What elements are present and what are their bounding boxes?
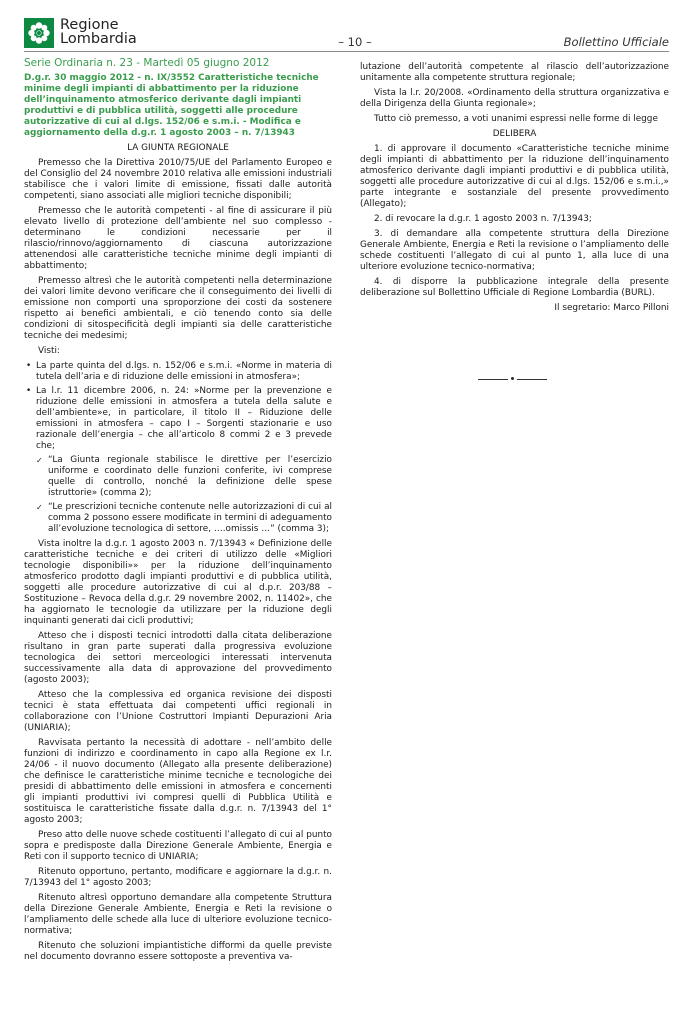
decree-title: D.g.r. 30 maggio 2012 - n. IX/3552 Caratteristiche tecniche minime degli impianti di abbattimento per la riduzione dell’inquinamento atmosferico derivante dagli impianti produttivi e di pubblica utilità, soggetti alle procedure autorizzative di cui al d.lgs. 152/06 e s.m.i. - Modifica e aggiornamento della d.g.r. 1 agosto 2003 – n. 7/13943 <box>24 73 319 138</box>
logo-line-2: Lombardia <box>60 31 137 47</box>
page-number: – 10 – <box>338 35 372 49</box>
paragraph: Vista la l.r. 20/2008. «Ordinamento della struttura organizzativa e della Dirigenza della Giunta regionale»; <box>360 88 669 109</box>
signature: Il segretario: Marco Pilloni <box>554 303 669 313</box>
delibera-heading: DELIBERA <box>492 129 537 139</box>
left-column <box>24 73 332 967</box>
lombardia-rose-icon <box>24 18 54 48</box>
logo-line-1: Regione <box>60 17 119 33</box>
series-line: Serie Ordinaria n. 23 - Martedì 05 giugno 2012 <box>24 57 270 69</box>
list-item: ✓ “La Giunta regionale stabilisce le direttive per l’esercizio uniforme e coordinato delle funzioni conferite, ivi comprese quelle di controllo, nonché la definizione delle spese istruttorie» (comma 2); <box>36 455 332 499</box>
paragraph: Ravvisata pertanto la necessità di adottare - nell’ambito delle funzioni di indirizzo e coordinamento in capo alla Regione ex l.r. 24/06 - il nuovo documento (Allegato alla presente deliberazione) che definisce le caratteristiche minime tecniche e tecnologiche dei presidi di abbattimento delle emissioni in atmosfera e concernenti gli impianti produttivi ivi compresi quelli di Pubblica Utilità e sostituisca le caratteristiche fissate dalla d.g.r. n. 7/13943 del 1° agosto 2003; <box>24 738 332 825</box>
paragraph: Premesso altresì che le autorità competenti nella determinazione dei valori limite devono verificare che il conseguimento dei livelli di emissione non comporti una sproporzione dei costi da sostenere rispetto ai benefici ambientali, e ciò tenendo conto sia delle condizioni di sitospecificità degli impianti sia delle caratteristiche tecniche dei medesimi; <box>24 276 332 341</box>
separator-line <box>517 379 547 380</box>
paragraph: Atteso che la complessiva ed organica revisione dei disposti tecnici è stata effettuata dai competenti uffici regionali in collaborazione con l’Unione Costruttori Impianti Depurazioni Aria (UNIARIA); <box>24 690 332 733</box>
paragraph: Vista inoltre la d.g.r. 1 agosto 2003 n. 7/13943 « Definizione delle caratteristiche tecniche e dei criteri di utilizzo delle «Migliori tecnologie disponibili»» per la riduzione dell’inquinamento atmosferico prodotto dagli impianti produttivi e di pubblica utilità, soggetti alle procedure autorizzative di cui al d.p.r. 203/88 – Sostituzione – Revoca della d.g.r. 29 novembre 2002, n. 11402», che ha aggiornato le tecnologie da utilizzare per la riduzione degli inquinanti generati dai cicli produttivi; <box>24 539 332 626</box>
list-item: ✓ “Le prescrizioni tecniche contenute nelle autorizzazioni di cui al comma 2 possono essere modificate in termini di adeguamento all’evoluzione tecnologica di settore, ….omissis …” (comma 3); <box>36 502 332 535</box>
header-divider <box>24 51 669 52</box>
section-separator <box>478 376 548 382</box>
right-column <box>360 62 669 318</box>
visti-label: Visti: <box>38 346 60 356</box>
visti-list <box>24 361 332 452</box>
resolution-item: 1. di approvare il documento «Caratteristiche tecniche minime degli impianti di abbattimento per la riduzione dell’inquinamento atmosferico derivante dagli impianti produttivi e di pubblica utilità, soggetti alle procedure autorizzative di cui al d.lgs. 152/06 e s.m.i.,» parte integrante e sostanziale del presente provvedimento (Allegato); <box>360 144 669 209</box>
separator-line <box>478 379 508 380</box>
paragraph: Premesso che le autorità competenti - al fine di assicurare il più elevato livello di protezione dell’ambiente nel suo complesso - determinano le condizioni necessarie per il rilascio/rinnovo/aggiornamento di ciascuna autorizzazione attenendosi alle caratteristiche tecniche minime degli impianti di abbattimento; <box>24 206 332 271</box>
resolution-item: 2. di revocare la d.g.r. 1 agosto 2003 n. 7/13943; <box>374 214 592 224</box>
bulletin-title: Bollettino Ufficiale <box>563 35 669 49</box>
page-header <box>0 0 693 62</box>
paragraph: Ritenuto altresì opportuno demandare alla competente Struttura della Direzione Generale Ambiente, Energia e Reti la revisione o l’ampliamento delle schede alla luce di ulteriore evoluzione tecnico-normativa; <box>24 893 332 936</box>
giunta-heading: LA GIUNTA REGIONALE <box>127 143 229 153</box>
paragraph: lutazione dell’autorità competente al rilascio dell’autorizzazione unitamente alla competente struttura regionale; <box>360 62 669 83</box>
paragraph: Atteso che i disposti tecnici introdotti dalla citata deliberazione risultano in gran parte superati dalla progressiva evoluzione tecnologica dei settori merceologici interessati intervenuta successivamente alla data di approvazione del provvedimento (agosto 2003); <box>24 631 332 685</box>
paragraph: Preso atto delle nuove schede costituenti l’allegato di cui al punto sopra e predisposte dalla Direzione Generale Ambiente, Energia e Reti con il supporto tecnico di UNIARIA; <box>24 830 332 862</box>
resolution-item: 4. di disporre la pubblicazione integrale della presente deliberazione sul Bollettino Ufficiale di Regione Lombardia (BURL). <box>360 277 669 298</box>
resolution-item: 3. di demandare alla competente struttura della Direzione Generale Ambiente, Energia e Reti la revisione o l’ampliamento delle schede costituenti l’allegato di cui al punto 1, alla luce di una ulteriore evoluzione tecnico-normativa; <box>360 229 669 272</box>
separator-dot <box>511 377 514 380</box>
paragraph: Ritenuto che soluzioni impiantistiche difformi da quelle previste nel documento dovranno essere sottoposte a preventiva va- <box>24 941 332 962</box>
comma-list <box>24 455 332 535</box>
paragraph: Tutto ciò premesso, a voti unanimi espressi nelle forme di legge <box>374 114 658 124</box>
paragraph: Ritenuto opportuno, pertanto, modificare e aggiornare la d.g.r. n. 7/13943 del 1° agosto 2003; <box>24 867 332 888</box>
list-item: • La parte quinta del d.lgs. n. 152/06 e s.m.i. «Norme in materia di tutela dell’aria e di riduzione delle emissioni in atmosfera»; <box>24 361 332 383</box>
paragraph: Premesso che la Direttiva 2010/75/UE del Parlamento Europeo e del Consiglio del 24 novembre 2010 relativa alle emissioni industriali stabilisce che i valori limite di emissione, fissati dalle autorità competenti, siano associati alle migliori tecniche disponibili; <box>24 158 332 201</box>
list-item: • La l.r. 11 dicembre 2006, n. 24: »Norme per la prevenzione e riduzione delle emissioni in atmosfera a tutela della salute e dell’ambiente»e, in particolare, il titolo II – Riduzione delle emissioni in atmosfera – capo I – Sorgenti stazionarie e uso razionale dell’energia – che all’articolo 8 commi 2 e 3 prevede che; <box>24 386 332 452</box>
region-logo <box>24 18 174 48</box>
logo-wordmark <box>60 18 137 46</box>
